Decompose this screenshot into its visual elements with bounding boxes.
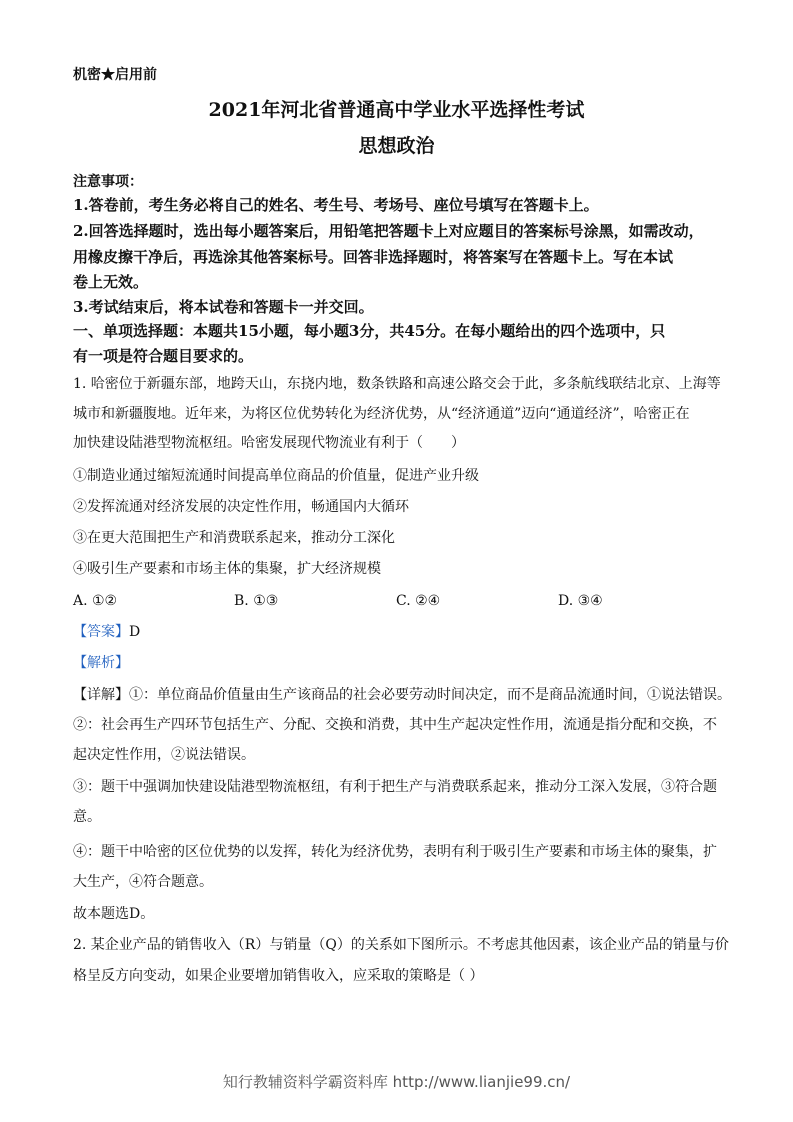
analysis-tag: 【解析】 (73, 655, 129, 671)
q2-stem: 格呈反方向变动，如果企业要增加销售收入，应采取的策略是（ ） (73, 968, 484, 984)
notice-item: 3.考试结束后，将本试卷和答题卡一并交回。 (73, 298, 374, 316)
secret-mark: 机密★启用前 (73, 67, 157, 83)
q1-explanation: 大生产，④符合题意。 (73, 874, 213, 890)
q1-statement: ②发挥流通对经济发展的决定性作用，畅通国内大循环 (73, 499, 409, 515)
q1-stem: 城市和新疆腹地。近年来，为将区位优势转化为经济优势，从“经济通道”迈向“通道经济”，哈密正在 (73, 406, 690, 422)
q1-statement: ④吸引生产要素和市场主体的集聚，扩大经济规模 (73, 561, 381, 577)
exam-title: 2021年河北省普通高中学业水平选择性考试 (208, 99, 585, 121)
q1-explanation: ③：题干中强调加快建设陆港型物流枢纽，有利于把生产与消费联系起来，推动分工深入发展，③符合题 (73, 779, 717, 795)
q1-stem: 加快建设陆港型物流枢纽。哈密发展现代物流业有利于（ ） (73, 435, 465, 451)
q1-option-c: C. ②④ (396, 593, 441, 609)
answer-value: D (129, 624, 141, 640)
q1-option-b: B. ①③ (234, 593, 279, 609)
q1-explanation: 【详解】①：单位商品价值量由生产该商品的社会必要劳动时间决定，而不是商品流通时间，①说法错误。 (73, 687, 731, 703)
section-heading-cont: 有一项是符合题目要求的。 (73, 347, 254, 365)
q1-statement: ①制造业通过缩短流通时间提高单位商品的价值量，促进产业升级 (73, 468, 479, 484)
q1-statement: ③在更大范围把生产和消费联系起来，推动分工深化 (73, 530, 395, 546)
q1-answer-line (73, 623, 140, 641)
q1-explanation: 起决定性作用，②说法错误。 (73, 747, 255, 763)
q1-option-a: A. ①② (73, 593, 118, 609)
q2-stem: 2. 某企业产品的销售收入（R）与销量（Q）的关系如下图所示。不考虑其他因素，该企业产品的销量与价 (73, 937, 729, 953)
subject-title: 思想政治 (358, 135, 435, 157)
section-heading: 一、单项选择题：本题共15小题，每小题3分，共45分。在每小题给出的四个选项中，只 (73, 322, 666, 340)
notice-item: 用橡皮擦干净后，再选涂其他答案标号。回答非选择题时，将答案写在答题卡上。写在本试 (73, 248, 674, 266)
q1-explanation: 意。 (73, 809, 101, 825)
footer-watermark: 知行教辅资料学霸资料库 http://www.lianjie99.cn/ (222, 1073, 571, 1091)
answer-tag: 【答案】 (73, 624, 129, 640)
notice-item: 1.答卷前，考生务必将自己的姓名、考生号、考场号、座位号填写在答题卡上。 (73, 196, 599, 214)
q1-explanation: ②：社会再生产四环节包括生产、分配、交换和消费，其中生产起决定性作用，流通是指分配和交换，不 (73, 717, 717, 733)
q1-conclusion: 故本题选D。 (73, 906, 155, 922)
q1-stem: 1. 哈密位于新疆东部，地跨天山，东挠内地，数条铁路和高速公路交会于此，多条航线联结北京、上海等 (73, 376, 721, 392)
notice-heading: 注意事项： (73, 174, 143, 190)
notice-item: 卷上无效。 (73, 273, 149, 291)
notice-item: 2.回答选择题时，选出每小题答案后，用铅笔把答题卡上对应题目的答案标号涂黑，如需改动， (73, 222, 704, 240)
q1-option-d: D. ③④ (558, 593, 603, 609)
q1-explanation: ④：题干中哈密的区位优势的以发挥，转化为经济优势，表明有利于吸引生产要素和市场主体的聚集，扩 (73, 844, 717, 860)
